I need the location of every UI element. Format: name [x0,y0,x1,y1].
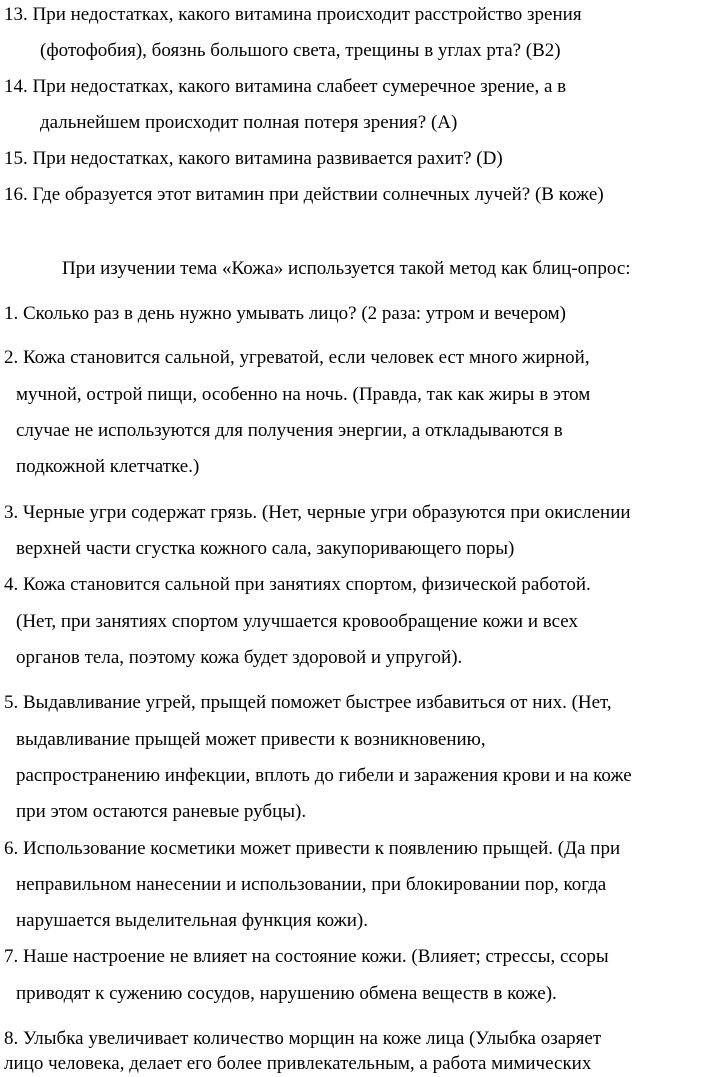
question-14-line-1: 14. При недостатках, какого витамина слабеет сумеречное зрение, а в [4,76,567,97]
blitz-item-8-line-1: 8. Улыбка увеличивает количество морщин на коже лица (Улыбка озаряет [4,1028,602,1049]
blitz-item-3-line-2: верхней части сгустка кожного сала, закупоривающего поры) [16,538,515,559]
question-16-line: 16. Где образуется этот витамин при действии солнечных лучей? (В коже) [4,184,604,205]
blitz-item-8-line-2: лицо человека, делает его более привлекательным, а работа мимических [4,1053,592,1074]
question-13-line-2: (фотофобия), боязнь большого света, трещины в углах рта? (В2) [40,40,561,61]
question-15-line: 15. При недостатках, какого витамина развивается рахит? (D) [4,148,503,169]
blitz-item-1: 1. Сколько раз в день нужно умывать лицо? (2 раза: утром и вечером) [4,303,566,324]
section-intro: При изучении тема «Кожа» используется такой метод как блиц-опрос: [62,258,631,279]
blitz-item-7-line-1: 7. Наше настроение не влияет на состояние кожи. (Влияет; стрессы, ссоры [4,946,609,967]
blitz-item-6-line-3: нарушается выделительная функция кожи). [16,910,368,931]
blitz-item-2-line-1: 2. Кожа становится сальной, угреватой, если человек ест много жирной, [4,347,590,368]
blitz-item-4-line-3: органов тела, поэтому кожа будет здоровой и упругой). [16,647,463,668]
blitz-item-6-line-2: неправильном нанесении и использовании, при блокировании пор, когда [16,874,607,895]
blitz-item-5-line-2: выдавливание прыщей может привести к возникновению, [16,729,486,750]
blitz-item-6-line-1: 6. Использование косметики может привести к появлению прыщей. (Да при [4,838,621,859]
blitz-item-5-line-4: при этом остаются раневые рубцы). [16,801,307,822]
blitz-item-3-line-1: 3. Черные угри содержат грязь. (Нет, черные угри образуются при окислении [4,502,631,523]
blitz-item-2-line-4: подкожной клетчатке.) [16,456,200,477]
question-14-line-2: дальнейшем происходит полная потеря зрения? (А) [40,112,458,133]
blitz-item-4-line-2: (Нет, при занятиях спортом улучшается кровообращение кожи и всех [16,611,578,632]
question-13-line-1: 13. При недостатках, какого витамина происходит расстройство зрения [4,4,582,25]
blitz-item-5-line-1: 5. Выдавливание угрей, прыщей поможет быстрее избавиться от них. (Нет, [4,692,612,713]
blitz-item-4-line-1: 4. Кожа становится сальной при занятиях спортом, физической работой. [4,574,591,595]
blitz-item-7-line-2: приводят к сужению сосудов, нарушению обмена веществ в коже). [16,983,557,1004]
blitz-item-2-line-2: мучной, острой пищи, особенно на ночь. (Правда, так как жиры в этом [16,384,591,405]
blitz-item-5-line-3: распространению инфекции, вплоть до гибели и заражения крови и на коже [16,765,632,786]
blitz-item-2-line-3: случае не используются для получения энергии, а откладываются в [16,420,563,441]
